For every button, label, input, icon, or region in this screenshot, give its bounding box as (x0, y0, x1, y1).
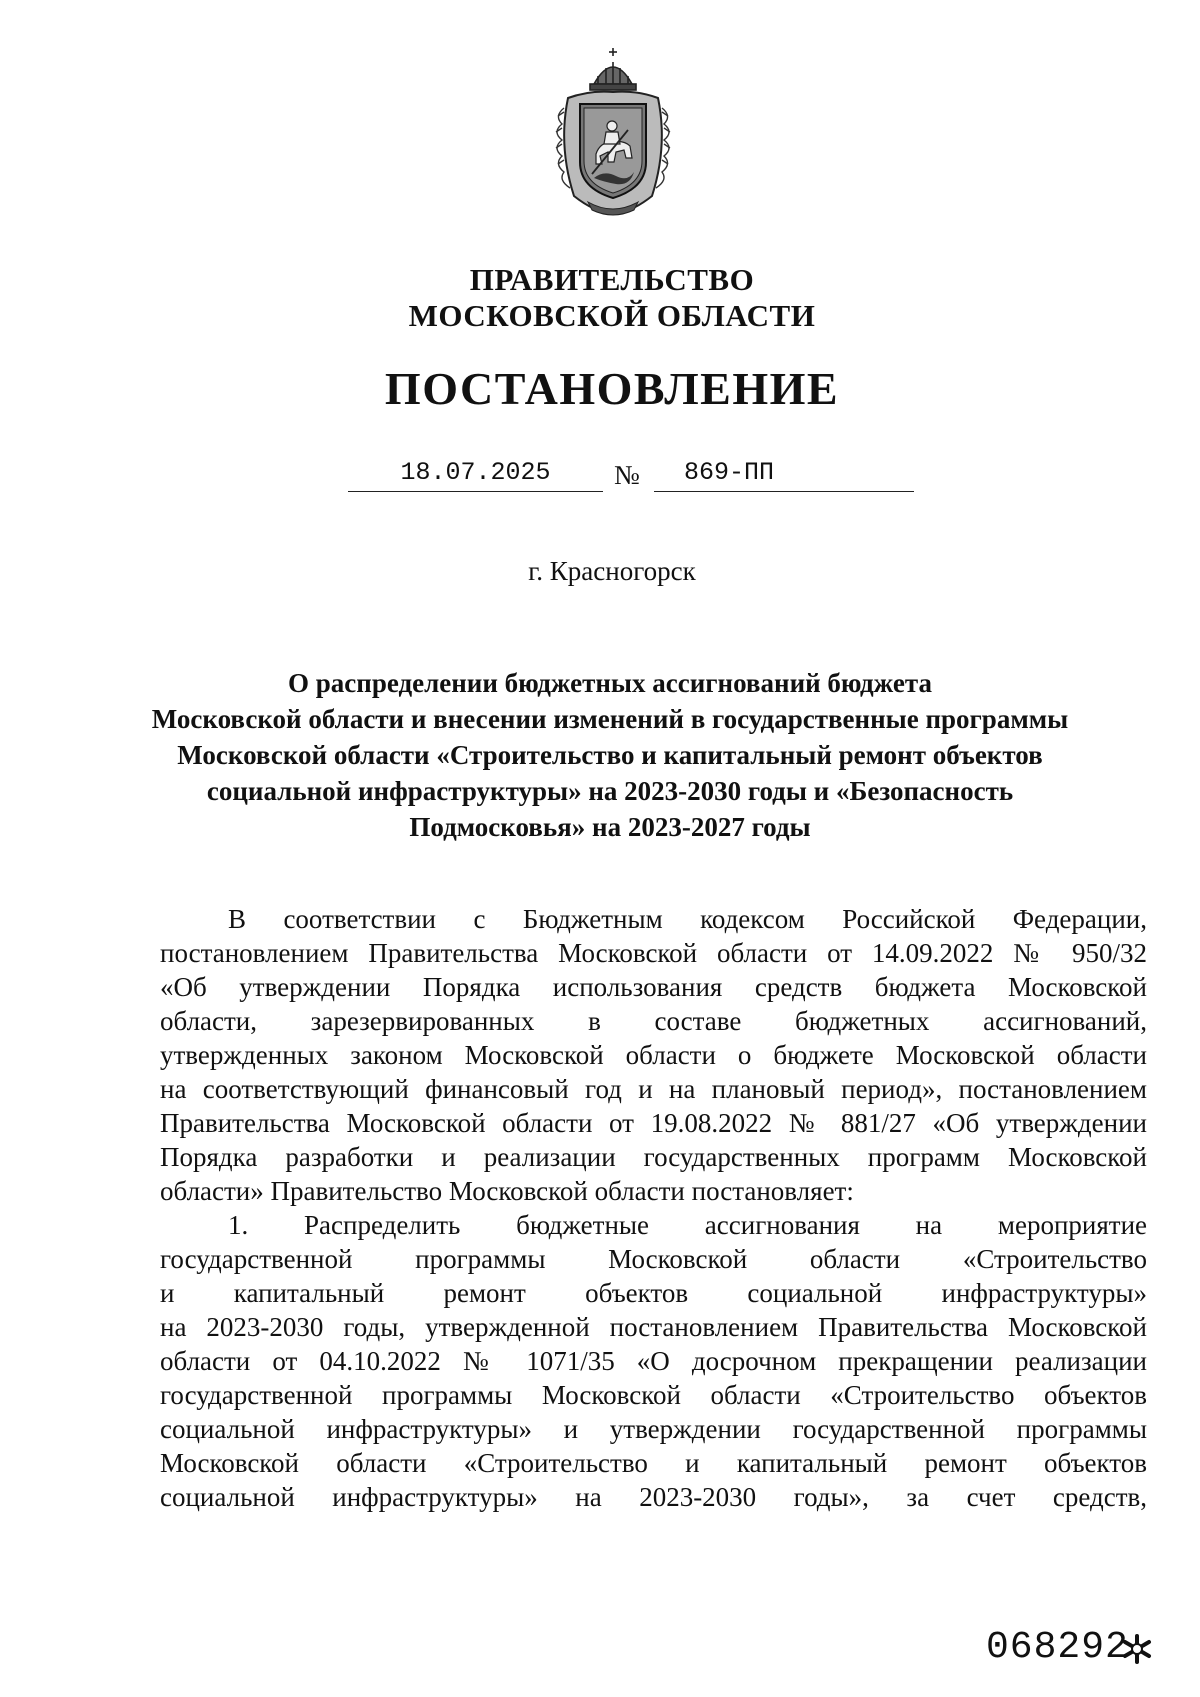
body-text-line: «Об утверждении Порядка использования средств бюджета Московской (160, 972, 1147, 1002)
serial-number: 068292 (986, 1626, 1129, 1669)
body-text-line: Московской области «Строительство и капитальный ремонт объектов (160, 1448, 1147, 1478)
body-text-line: государственной программы Московской области «Строительство (160, 1244, 1147, 1274)
body-text-line: социальной инфраструктуры» на 2023-2030 годы», за счет средств, (160, 1482, 1147, 1512)
body-text-line: социальной инфраструктуры» и утверждении государственной программы (160, 1414, 1147, 1444)
body-text-line: Правительства Московской области от 19.08.2022 № 881/27 «Об утверждении (160, 1108, 1147, 1138)
body-text-line: постановлением Правительства Московской области от 14.09.2022 № 950/32 (160, 938, 1147, 968)
document-number: 869-ПП (654, 455, 914, 492)
document-type-heading: ПОСТАНОВЛЕНИЕ (384, 363, 840, 414)
document-title-line: Московской области и внесении изменений в государственные программы (151, 704, 1069, 734)
document-title-line: социальной инфраструктуры» на 2023-2030 годы и «Безопасность (206, 776, 1014, 806)
body-text-line: утвержденных законом Московской области о бюджете Московской области (160, 1040, 1147, 1070)
document-title-line: О распределении бюджетных ассигнований бюджета (288, 668, 932, 698)
document-title-line: Подмосковья» на 2023-2027 годы (409, 812, 811, 842)
body-text-line: на соответствующий финансовый год и на плановый период», постановлением (160, 1074, 1147, 1104)
document-title-line: Московской области «Строительство и капитальный ремонт объектов (177, 740, 1043, 770)
body-text-line: области» Правительство Московской области постановляет: (160, 1176, 854, 1206)
body-text-line: области, зарезервированных в составе бюджетных ассигнований, (160, 1006, 1147, 1036)
body-text-line: области от 04.10.2022 № 1071/35 «О досрочном прекращении реализации (160, 1346, 1147, 1376)
body-text-line: Порядка разработки и реализации государственных программ Московской (160, 1142, 1147, 1172)
city-name: г. Красногорск (528, 556, 696, 586)
body-text-line: 1. Распределить бюджетные ассигнования на мероприятие (228, 1210, 1147, 1240)
body-text-line: на 2023-2030 годы, утвержденной постановлением Правительства Московской (160, 1312, 1147, 1342)
body-text-line: В соответствии с Бюджетным кодексом Российской Федерации, (228, 904, 1147, 934)
registration-row (0, 455, 1200, 495)
asterisk-icon (1120, 1632, 1154, 1666)
coat-of-arms-emblem (544, 46, 682, 216)
body-text-line: государственной программы Московской области «Строительство объектов (160, 1380, 1147, 1410)
document-date: 18.07.2025 (348, 455, 603, 492)
government-name-line-2: МОСКОВСКОЙ ОБЛАСТИ (408, 298, 816, 333)
body-text-line: и капитальный ремонт объектов социальной инфраструктуры» (160, 1278, 1147, 1308)
number-sign: № (614, 460, 640, 490)
government-name-line-1: ПРАВИТЕЛЬСТВО (469, 262, 755, 297)
